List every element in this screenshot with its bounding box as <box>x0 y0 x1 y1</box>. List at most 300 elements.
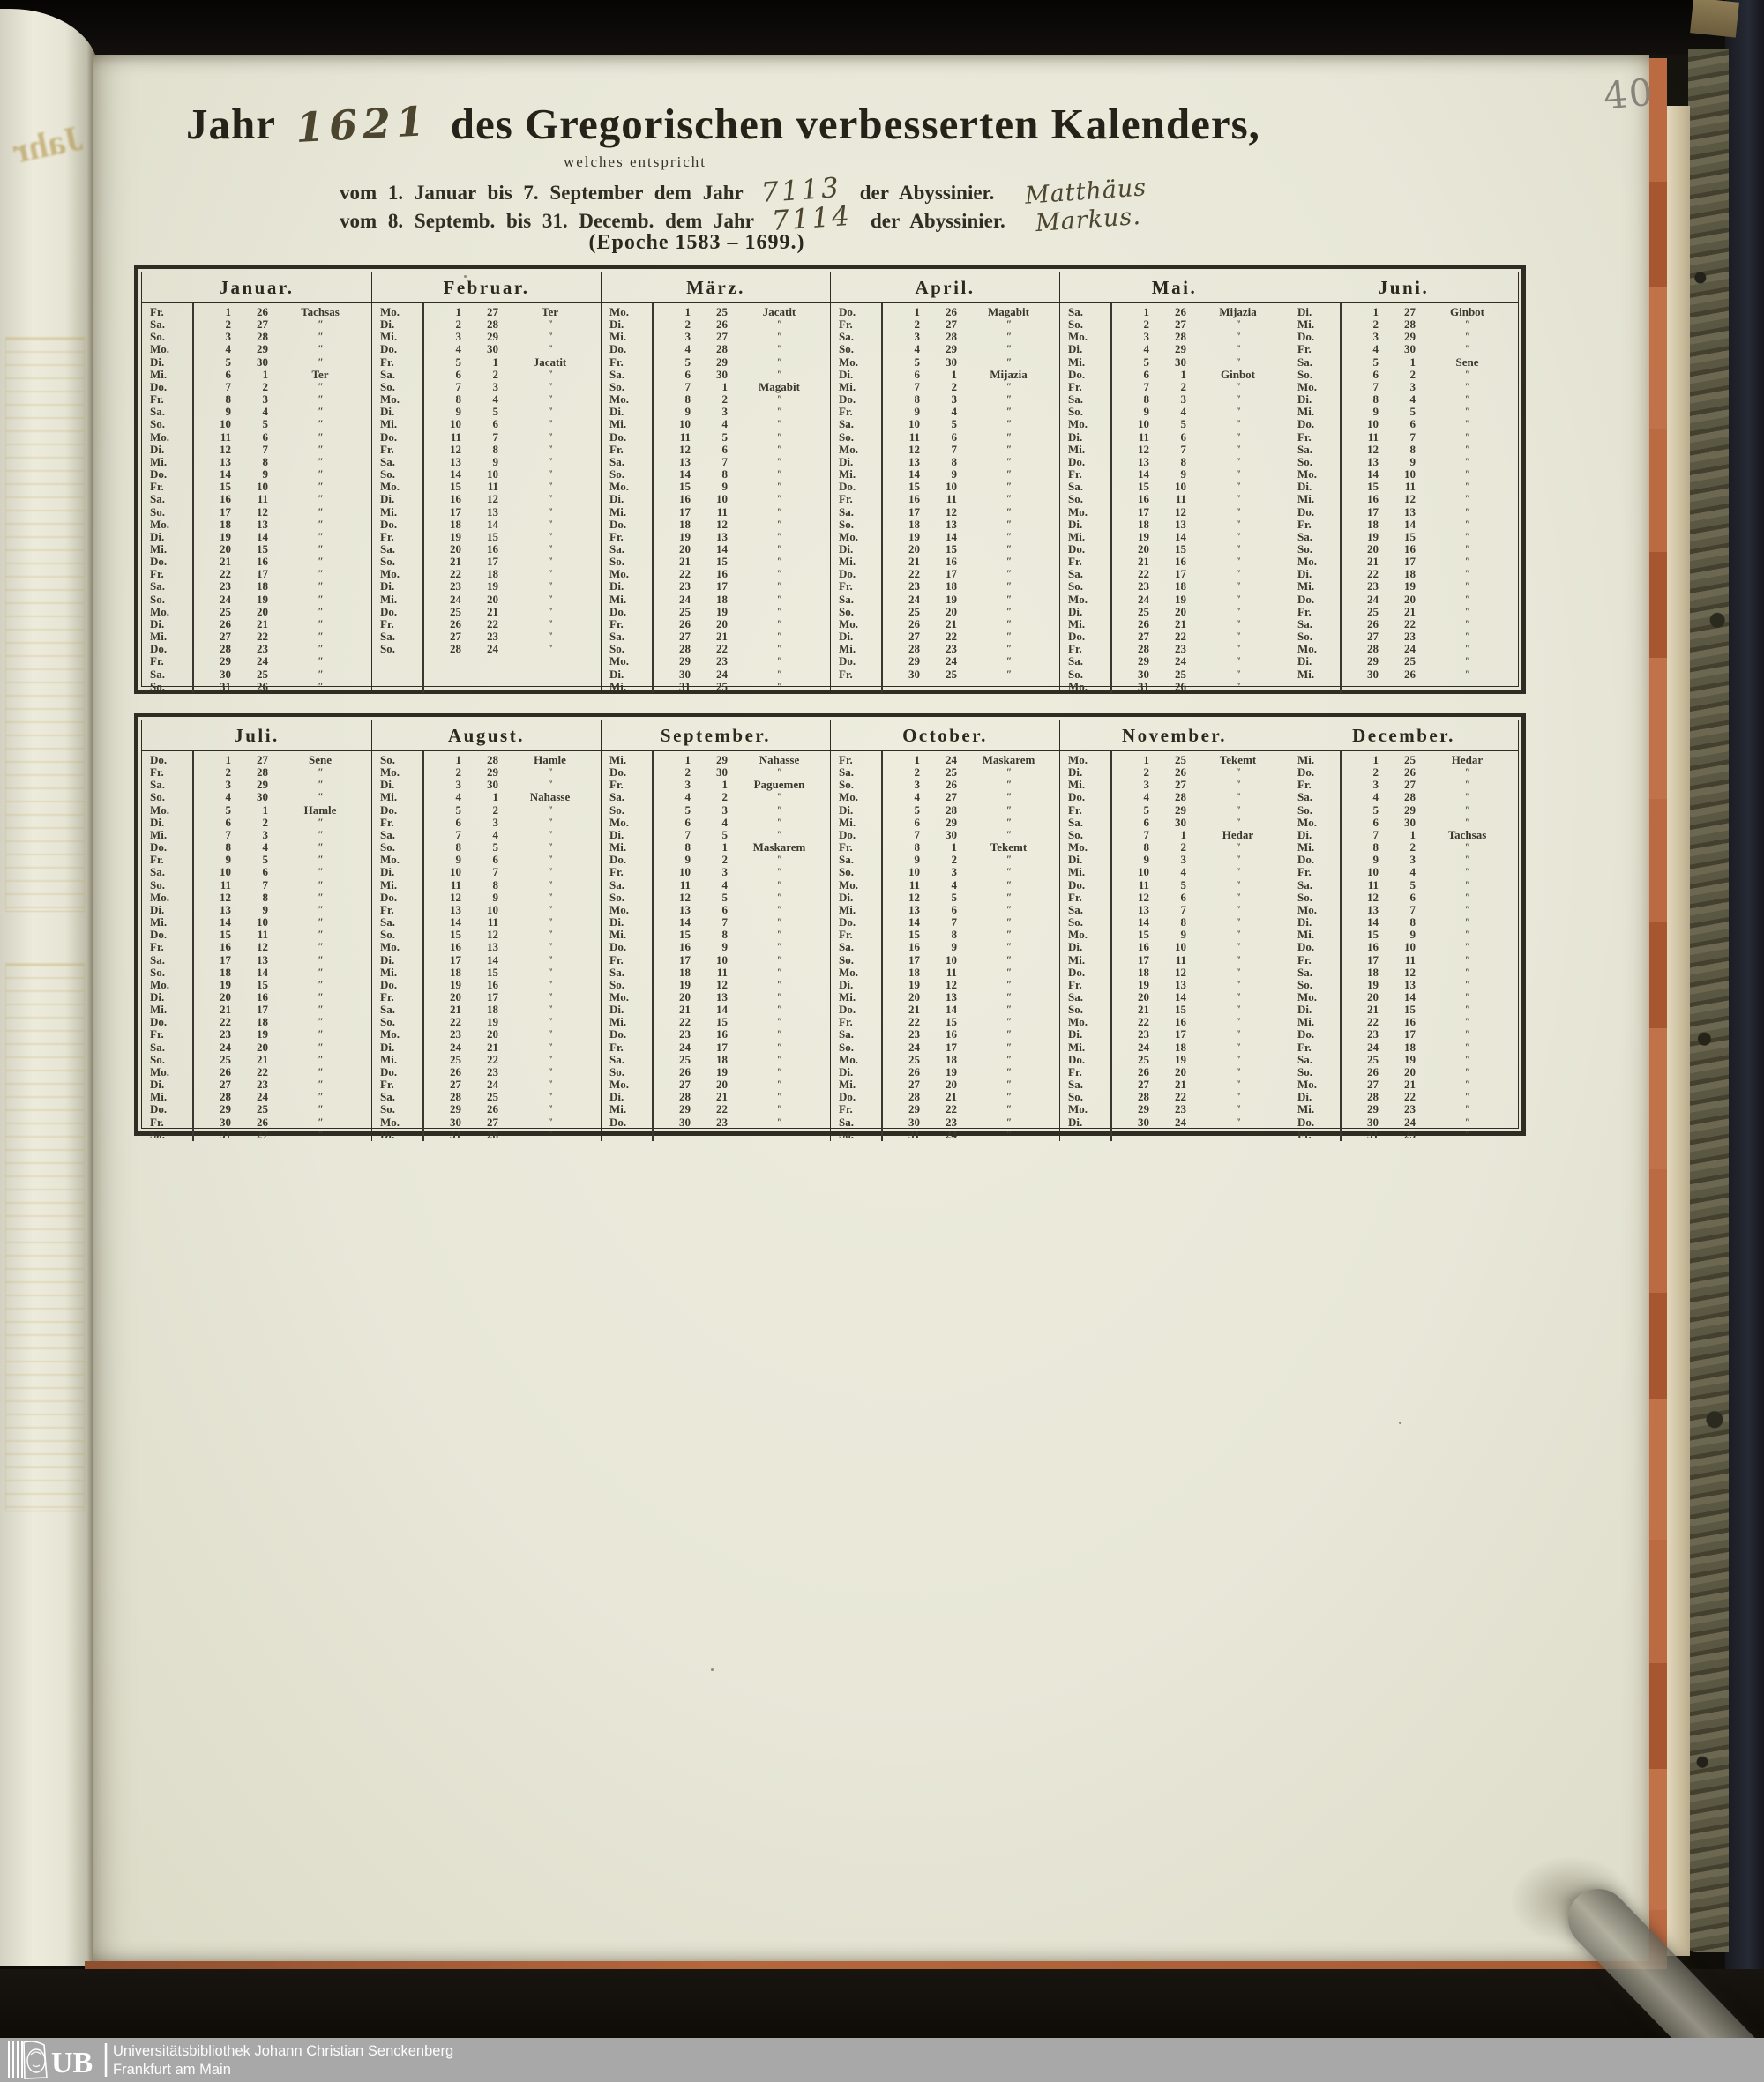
abyssinian-month-name: Tekemt <box>1219 753 1257 766</box>
ditto-mark: ″ <box>547 892 553 903</box>
weekday-abbrev: So. <box>150 790 165 804</box>
calendar-row <box>602 841 830 854</box>
gregorian-day: 7 <box>455 827 461 841</box>
abyssinian-day: 10 <box>1175 940 1186 954</box>
ditto-mark: ″ <box>547 879 553 891</box>
ditto-mark: ″ <box>318 842 323 854</box>
month-title: August. <box>372 720 601 751</box>
ditto-mark: ″ <box>318 631 323 643</box>
calendar-row <box>1060 1078 1289 1091</box>
ditto-mark: ″ <box>547 1116 553 1128</box>
gregorian-day: 5 <box>684 354 691 369</box>
calendar-row <box>1289 929 1518 941</box>
ditto-mark: ″ <box>1464 904 1470 915</box>
ditto-mark: ″ <box>318 1116 323 1128</box>
gregorian-day: 8 <box>1372 392 1379 407</box>
abyssinian-day: 8 <box>262 890 268 904</box>
month-column <box>1059 720 1289 1141</box>
abyssinian-day: 12 <box>487 928 498 942</box>
gregorian-day: 24 <box>1138 1040 1149 1054</box>
weekday-abbrev: Do. <box>609 604 627 618</box>
weekday-abbrev: Sa. <box>609 630 624 644</box>
abyssinian-day: 2 <box>262 815 268 829</box>
gregorian-day: 24 <box>450 1040 461 1054</box>
ditto-mark: ″ <box>318 917 323 929</box>
gregorian-day: 5 <box>225 354 231 369</box>
calendar-row <box>1289 991 1518 1004</box>
calendar-row <box>1060 1103 1289 1116</box>
gregorian-day: 4 <box>914 342 920 356</box>
abyssinian-day: 7 <box>721 454 728 468</box>
ditto-mark: ″ <box>1005 767 1012 779</box>
ditto-mark: ″ <box>1005 979 1012 990</box>
gregorian-day: 5 <box>1372 802 1379 817</box>
weekday-abbrev: Mi. <box>150 1090 168 1104</box>
ditto-mark: ″ <box>1005 780 1012 791</box>
abyssinian-month-name: Mijazia <box>1219 305 1257 318</box>
abyssinian-day: 11 <box>1404 480 1416 494</box>
weekday-abbrev: Do. <box>839 1090 856 1104</box>
ditto-mark: ″ <box>1464 804 1470 816</box>
ditto-mark: ″ <box>1235 494 1241 505</box>
weekday-abbrev: Di. <box>380 952 395 966</box>
calendar-row <box>372 1016 601 1028</box>
calendar-row <box>142 791 371 803</box>
gregorian-day: 27 <box>679 1078 691 1092</box>
ditto-mark: ″ <box>776 543 782 555</box>
weekday-abbrev: Mo. <box>150 517 170 531</box>
ditto-mark: ″ <box>1005 332 1012 343</box>
abyssinian-day: 28 <box>1175 790 1186 804</box>
gregorian-day: 7 <box>1143 827 1149 841</box>
gregorian-day: 19 <box>220 529 231 543</box>
gregorian-day: 27 <box>220 630 231 644</box>
gregorian-day: 18 <box>220 965 231 979</box>
abyssinian-day: 28 <box>1404 317 1416 332</box>
abyssinian-month-name: Tachsas <box>1447 827 1487 841</box>
weekday-abbrev: Sa. <box>150 667 165 681</box>
ditto-mark: ″ <box>318 419 323 430</box>
gregorian-day: 20 <box>220 989 231 1004</box>
calendar-row <box>142 655 371 668</box>
weekday-abbrev: Sa. <box>839 592 854 606</box>
calendar-row <box>1289 493 1518 505</box>
calendar-row <box>602 631 830 643</box>
month-column <box>601 720 830 1141</box>
abyssinian-day: 28 <box>487 753 498 766</box>
calendar-row <box>372 519 601 531</box>
gregorian-day: 7 <box>1372 827 1379 841</box>
ditto-mark: ″ <box>1005 407 1012 418</box>
calendar-row <box>602 754 830 766</box>
weekday-abbrev: So. <box>839 952 854 966</box>
calendar-row <box>602 556 830 568</box>
gregorian-day: 12 <box>908 890 920 904</box>
ditto-mark: ″ <box>1464 519 1470 530</box>
calendar-row <box>602 506 830 519</box>
abyssinian-day: 13 <box>257 517 268 531</box>
weekday-abbrev: Di. <box>839 1064 854 1078</box>
calendar-row <box>602 618 830 631</box>
gregorian-day: 27 <box>679 630 691 644</box>
abyssinian-day: 21 <box>1404 1078 1416 1092</box>
gregorian-day: 3 <box>455 330 461 344</box>
month-rows <box>372 303 601 655</box>
gregorian-day: 13 <box>1367 902 1379 916</box>
calendar-row <box>1060 966 1289 979</box>
abyssinian-day: 16 <box>716 1027 728 1041</box>
abyssinian-day: 12 <box>487 492 498 506</box>
calendar-row <box>831 444 1059 456</box>
weekday-abbrev: So. <box>1068 317 1083 332</box>
gregorian-day: 21 <box>1367 555 1379 569</box>
weekday-abbrev: Mi. <box>609 679 627 693</box>
calendar-row <box>372 929 601 941</box>
calendar-row <box>372 568 601 580</box>
calendar-row <box>831 1016 1059 1028</box>
weekday-abbrev: Fr. <box>150 853 164 867</box>
ditto-mark: ″ <box>1235 469 1241 481</box>
ditto-mark: ″ <box>318 494 323 505</box>
calendar-row <box>831 1129 1059 1141</box>
gregorian-day: 19 <box>1367 977 1379 991</box>
calendar-row <box>602 892 830 904</box>
weekday-abbrev: So. <box>609 890 624 904</box>
calendar-row <box>602 593 830 606</box>
calendar-row <box>602 941 830 953</box>
gregorian-day: 22 <box>220 1015 231 1029</box>
calendar-row <box>602 331 830 343</box>
abyssinian-day: 16 <box>257 555 268 569</box>
gregorian-day: 18 <box>450 517 461 531</box>
gregorian-day: 16 <box>1138 492 1149 506</box>
gregorian-day: 20 <box>679 541 691 556</box>
gregorian-day: 26 <box>679 1064 691 1078</box>
weekday-abbrev: Do. <box>380 802 398 817</box>
abyssinian-day: 3 <box>1180 392 1186 407</box>
abyssinian-day: 20 <box>1175 604 1186 618</box>
weekday-abbrev: Mi. <box>380 877 398 892</box>
ditto-mark: ″ <box>1005 792 1012 803</box>
ditto-mark: ″ <box>776 829 782 840</box>
abyssinian-day: 12 <box>946 977 957 991</box>
weekday-abbrev: Di. <box>1068 604 1083 618</box>
ditto-mark: ″ <box>1464 656 1470 668</box>
weekday-abbrev: Mo. <box>1068 753 1088 766</box>
calendar-row <box>142 1016 371 1028</box>
calendar-row <box>142 381 371 393</box>
calendar-row <box>1060 580 1289 593</box>
ditto-mark: ″ <box>1235 892 1241 903</box>
ditto-mark: ″ <box>1235 917 1241 929</box>
calendar-row <box>1289 369 1518 381</box>
ditto-mark: ″ <box>1464 469 1470 481</box>
calendar-row <box>831 331 1059 343</box>
gregorian-day: 29 <box>220 654 231 668</box>
calendar-row <box>1289 979 1518 991</box>
calendar-row <box>831 1041 1059 1054</box>
calendar-row <box>372 1129 601 1141</box>
gregorian-day: 1 <box>225 305 231 318</box>
ditto-mark: ″ <box>1235 804 1241 816</box>
gregorian-day: 16 <box>679 492 691 506</box>
abyssinian-month-name: Maskarem <box>982 753 1035 766</box>
abyssinian-day: 25 <box>946 667 957 681</box>
gregorian-day: 6 <box>455 367 461 381</box>
ditto-mark: ″ <box>318 792 323 803</box>
weekday-abbrev: Di. <box>839 367 854 381</box>
abyssinian-day: 5 <box>721 429 728 444</box>
weekday-abbrev: Di. <box>839 977 854 991</box>
ditto-mark: ″ <box>547 1092 553 1103</box>
ditto-mark: ″ <box>1235 842 1241 854</box>
ditto-mark: ″ <box>1235 1029 1241 1041</box>
gregorian-day: 3 <box>1143 778 1149 792</box>
ditto-mark: ″ <box>1235 531 1241 542</box>
ditto-mark: ″ <box>776 506 782 518</box>
gregorian-day: 4 <box>684 342 691 356</box>
gregorian-day: 23 <box>220 579 231 593</box>
gregorian-day: 17 <box>679 504 691 519</box>
ditto-mark: ″ <box>1005 1041 1012 1053</box>
ditto-mark: ″ <box>318 394 323 406</box>
abyssinian-day: 14 <box>716 541 728 556</box>
weekday-abbrev: Fr. <box>609 529 624 543</box>
abyssinian-day: 24 <box>946 1127 957 1141</box>
abyssinian-day: 11 <box>487 915 498 929</box>
ditto-mark: ″ <box>1005 917 1012 929</box>
ditto-mark: ″ <box>547 581 553 593</box>
abyssinian-day: 30 <box>946 354 957 369</box>
gregorian-day: 8 <box>914 392 920 407</box>
calendar-row <box>142 493 371 505</box>
abyssinian-day: 8 <box>951 928 957 942</box>
weekday-abbrev: Sa. <box>1068 654 1083 668</box>
gregorian-day: 11 <box>679 429 691 444</box>
gregorian-day: 31 <box>908 1127 920 1141</box>
calendar-row <box>142 681 371 693</box>
ditto-mark: ″ <box>1464 593 1470 605</box>
ditto-mark: ″ <box>1464 792 1470 803</box>
ditto-mark: ″ <box>547 618 553 630</box>
calendar-row <box>831 618 1059 631</box>
ditto-mark: ″ <box>1005 904 1012 915</box>
calendar-row <box>831 829 1059 841</box>
gregorian-day: 27 <box>908 1078 920 1092</box>
calendar-row <box>1060 754 1289 766</box>
printed-text: der Abyssinier. <box>859 182 995 204</box>
ditto-mark: ″ <box>1005 668 1012 680</box>
weekday-abbrev: Fr. <box>150 567 164 581</box>
ditto-mark: ″ <box>1464 606 1470 617</box>
gregorian-day: 12 <box>908 442 920 456</box>
ditto-mark: ″ <box>318 344 323 355</box>
weekday-abbrev: Mo. <box>839 1052 859 1066</box>
calendar-row <box>1289 854 1518 866</box>
gregorian-day: 10 <box>1367 417 1379 431</box>
calendar-row <box>1060 929 1289 941</box>
ditto-mark: ″ <box>1235 556 1241 568</box>
calendar-row <box>831 1116 1059 1129</box>
weekday-abbrev: Mo. <box>1068 504 1088 519</box>
weekday-abbrev: Fr. <box>1068 467 1082 481</box>
calendar-row <box>1289 1129 1518 1141</box>
calendar-row <box>602 668 830 681</box>
abyssinian-day: 1 <box>721 778 728 792</box>
abyssinian-day: 15 <box>946 541 957 556</box>
weekday-abbrev: So. <box>380 555 395 569</box>
month-column <box>830 272 1059 693</box>
calendar-row <box>1289 318 1518 331</box>
calendar-row <box>372 879 601 892</box>
abyssinian-day: 29 <box>1175 802 1186 817</box>
gregorian-day: 20 <box>908 989 920 1004</box>
abyssinian-day: 17 <box>1404 1027 1416 1041</box>
calendar-row <box>1060 841 1289 854</box>
ditto-mark: ″ <box>1464 854 1470 866</box>
ditto-mark: ″ <box>1005 1029 1012 1041</box>
calendar-row <box>1289 817 1518 829</box>
abyssinian-day: 19 <box>946 1064 957 1078</box>
abyssinian-day: 9 <box>1180 467 1186 481</box>
calendar-row <box>831 1004 1059 1016</box>
ditto-mark: ″ <box>776 1092 782 1103</box>
gregorian-day: 11 <box>220 877 231 892</box>
gregorian-day: 16 <box>1367 492 1379 506</box>
gregorian-day: 10 <box>450 865 461 879</box>
ditto-mark: ″ <box>318 942 323 953</box>
weekday-abbrev: Sa. <box>1297 442 1312 456</box>
weekday-abbrev: So. <box>150 330 165 344</box>
calendar-row <box>831 406 1059 418</box>
abyssinian-day: 18 <box>946 579 957 593</box>
weekday-abbrev: Mi. <box>150 1003 168 1017</box>
weekday-abbrev: Sa. <box>839 504 854 519</box>
gregorian-day: 26 <box>1138 1064 1149 1078</box>
month-column <box>371 272 601 693</box>
ditto-mark: ″ <box>547 593 553 605</box>
abyssinian-day: 6 <box>1180 890 1186 904</box>
abyssinian-day: 27 <box>257 317 268 332</box>
pencil-page-number: 40 <box>1601 70 1656 118</box>
calendar-row <box>372 979 601 991</box>
weekday-abbrev: Do. <box>609 517 627 531</box>
weekday-abbrev: Sa. <box>609 454 624 468</box>
ditto-mark: ″ <box>318 531 323 542</box>
abyssinian-day: 21 <box>487 1040 498 1054</box>
weekday-abbrev: So. <box>380 1015 395 1029</box>
curled-facing-page <box>0 9 99 1966</box>
calendar-row <box>602 456 830 468</box>
weekday-abbrev: So. <box>839 604 854 618</box>
weekday-abbrev: Mo. <box>1297 815 1318 829</box>
calendar-row <box>372 991 601 1004</box>
ditto-mark: ″ <box>547 1041 553 1053</box>
abyssinian-day: 6 <box>262 429 268 444</box>
weekday-abbrev: Fr. <box>150 765 164 780</box>
gregorian-day: 4 <box>455 342 461 356</box>
calendar-row <box>142 929 371 941</box>
ditto-mark: ″ <box>776 767 782 779</box>
weekday-abbrev: Fr. <box>150 1115 164 1129</box>
abyssinian-day: 8 <box>1180 915 1186 929</box>
gregorian-day: 26 <box>1367 616 1379 631</box>
abyssinian-day: 22 <box>1404 616 1416 631</box>
weekday-abbrev: So. <box>380 1102 395 1116</box>
gregorian-day: 5 <box>914 354 920 369</box>
weekday-abbrev: Di. <box>1068 765 1083 780</box>
ditto-mark: ″ <box>1005 506 1012 518</box>
abyssinian-day: 14 <box>946 1003 957 1017</box>
weekday-abbrev: Mi. <box>609 504 627 519</box>
weekday-abbrev: So. <box>380 753 395 766</box>
abyssinian-day: 14 <box>487 517 498 531</box>
ditto-mark: ″ <box>1235 1004 1241 1016</box>
gregorian-day: 29 <box>908 654 920 668</box>
gregorian-day: 21 <box>679 555 691 569</box>
gregorian-day: 7 <box>225 827 231 841</box>
abyssinian-day: 13 <box>946 517 957 531</box>
weekday-abbrev: Di. <box>1068 1027 1083 1041</box>
gregorian-day: 31 <box>220 1127 231 1141</box>
abyssinian-day: 10 <box>946 952 957 966</box>
weekday-abbrev: Do. <box>380 1064 398 1078</box>
gregorian-day: 18 <box>679 965 691 979</box>
gregorian-day: 7 <box>914 379 920 393</box>
gregorian-day: 14 <box>220 467 231 481</box>
calendar-row <box>372 343 601 355</box>
calendar-row <box>1289 506 1518 519</box>
abyssinian-day: 26 <box>1175 765 1186 780</box>
calendar-row <box>1289 841 1518 854</box>
weekday-abbrev: Mi. <box>1297 492 1315 506</box>
gregorian-day: 11 <box>1367 877 1379 892</box>
abyssinian-day: 23 <box>487 1064 498 1078</box>
calendar-row <box>1289 954 1518 966</box>
ditto-mark: ″ <box>318 817 323 828</box>
gregorian-day: 22 <box>1138 567 1149 581</box>
calendar-row <box>1289 631 1518 643</box>
ditto-mark: ″ <box>1464 1004 1470 1016</box>
abyssinian-day: 1 <box>262 367 268 381</box>
ditto-mark: ″ <box>1235 1092 1241 1103</box>
ditto-mark: ″ <box>547 332 553 343</box>
gregorian-day: 13 <box>908 454 920 468</box>
calendar-row <box>602 966 830 979</box>
weekday-abbrev: Di. <box>380 1040 395 1054</box>
calendar-row <box>372 779 601 791</box>
weekday-abbrev: So. <box>380 642 395 656</box>
calendar-row <box>142 456 371 468</box>
gregorian-day: 19 <box>908 529 920 543</box>
abyssinian-day: 28 <box>487 317 498 332</box>
ditto-mark: ″ <box>1005 456 1012 467</box>
calendar-row <box>142 979 371 991</box>
gregorian-day: 1 <box>684 305 691 318</box>
calendar-row <box>142 1028 371 1041</box>
weekday-abbrev: Do. <box>839 827 856 841</box>
abyssinian-day: 12 <box>1175 504 1186 519</box>
abyssinian-day: 24 <box>487 1078 498 1092</box>
ditto-mark: ″ <box>547 481 553 493</box>
calendar-row <box>1289 1054 1518 1066</box>
weekday-abbrev: Di. <box>609 1090 624 1104</box>
calendar-row <box>1060 1066 1289 1078</box>
gregorian-day: 4 <box>1143 342 1149 356</box>
gregorian-day: 1 <box>1372 305 1379 318</box>
weekday-abbrev: Mo. <box>380 567 400 581</box>
weekday-abbrev: So. <box>1068 1090 1083 1104</box>
